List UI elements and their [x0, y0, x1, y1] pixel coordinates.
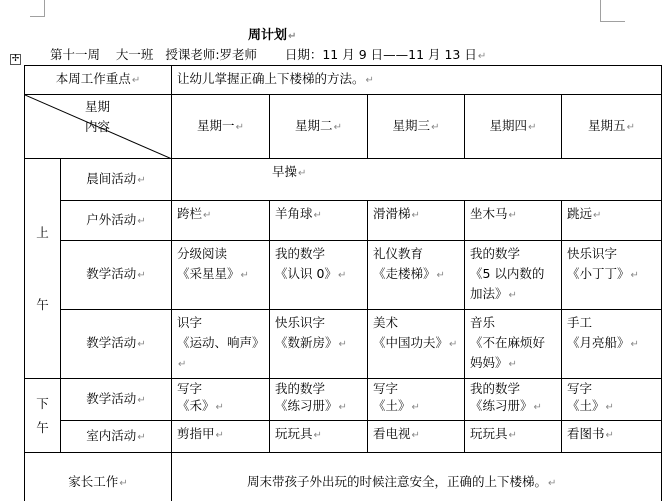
margin-mark-right — [600, 0, 601, 22]
plan-cell: 羊角球↵ — [270, 201, 368, 241]
plan-cell: 美术 《中国功夫》↵ — [368, 310, 465, 379]
plan-cell: 写字 《土》↵ — [368, 379, 465, 421]
plan-cell: 坐木马↵ — [465, 201, 562, 241]
activity-label: 室内活动↵ — [61, 421, 172, 453]
document-subtitle: 第十一周 大一班 授课老师:罗老师 日期：11 月 9 日——11 月 13 日↵ — [50, 47, 487, 62]
day-header: 星期二↵ — [270, 95, 368, 159]
parents-label-cell: 家长工作↵ — [25, 453, 172, 501]
weekly-plan-table — [24, 65, 662, 501]
plan-cell: 剪指甲↵ — [172, 421, 270, 453]
day-header: 星期四↵ — [465, 95, 562, 159]
plan-cell: 我的数学 《5 以内数的加法》↵ — [465, 241, 562, 310]
plan-cell: 音乐 《不在麻烦好妈妈》↵ — [465, 310, 562, 379]
activity-label: 教学活动↵ — [61, 241, 172, 310]
activity-label: 教学活动↵ — [61, 310, 172, 379]
plan-cell: 滑滑梯↵ — [368, 201, 465, 241]
plan-cell: 礼仪教育 《走楼梯》↵ — [368, 241, 465, 310]
day-header: 星期一↵ — [172, 95, 270, 159]
plan-cell: 我的数学 《认识 0》↵ — [270, 241, 368, 310]
header-corner-cell — [25, 95, 172, 159]
plan-cell: 跳远↵ — [562, 201, 662, 241]
focus-text-cell: 让幼儿掌握正确上下楼梯的方法。↵ — [172, 66, 662, 95]
table-row — [25, 310, 662, 379]
plan-cell: 写字 《禾》↵ — [172, 379, 270, 421]
plan-cell: 写字 《土》↵ — [562, 379, 662, 421]
day-header: 星期三↵ — [368, 95, 465, 159]
table-row — [25, 379, 662, 421]
table-move-handle-icon[interactable]: ✢ — [11, 54, 20, 64]
plan-cell: 我的数学 《练习册》↵ — [270, 379, 368, 421]
plan-cell: 手工 《月亮船》↵ — [562, 310, 662, 379]
period-afternoon: 下 午 — [25, 379, 61, 453]
merged-activity-cell: 早操↵ — [172, 159, 662, 201]
plan-cell: 识字 《运动、响声》↵ — [172, 310, 270, 379]
activity-label: 晨间活动↵ — [61, 159, 172, 201]
period-morning: 上 午 — [25, 159, 61, 379]
parents-text-cell: 周末带孩子外出玩的时候注意安全，正确的上下楼梯。↵ — [172, 453, 662, 501]
table-row — [25, 201, 662, 241]
activity-label: 教学活动↵ — [61, 379, 172, 421]
margin-mark-left-h — [30, 16, 45, 17]
day-header: 星期五↵ — [562, 95, 662, 159]
margin-mark-left — [44, 0, 45, 16]
plan-cell: 快乐识字 《小丁丁》↵ — [562, 241, 662, 310]
plan-cell: 玩玩具↵ — [270, 421, 368, 453]
focus-label-cell: 本周工作重点↵ — [25, 66, 172, 95]
plan-cell: 分级阅读 《采星星》↵ — [172, 241, 270, 310]
activity-label: 户外活动↵ — [61, 201, 172, 241]
plan-cell: 跨栏↵ — [172, 201, 270, 241]
plan-cell: 看电视↵ — [368, 421, 465, 453]
table-row — [25, 241, 662, 310]
plan-cell: 玩玩具↵ — [465, 421, 562, 453]
plan-cell: 看图书↵ — [562, 421, 662, 453]
plan-cell: 快乐识字 《数新房》↵ — [270, 310, 368, 379]
document-title: 周计划↵ — [248, 28, 297, 43]
corner-label-content: 内容 — [85, 119, 111, 134]
margin-mark-right-h — [600, 21, 625, 22]
corner-label-day: 星期 — [85, 99, 111, 114]
table-row — [25, 421, 662, 453]
plan-cell: 我的数学 《练习册》↵ — [465, 379, 562, 421]
